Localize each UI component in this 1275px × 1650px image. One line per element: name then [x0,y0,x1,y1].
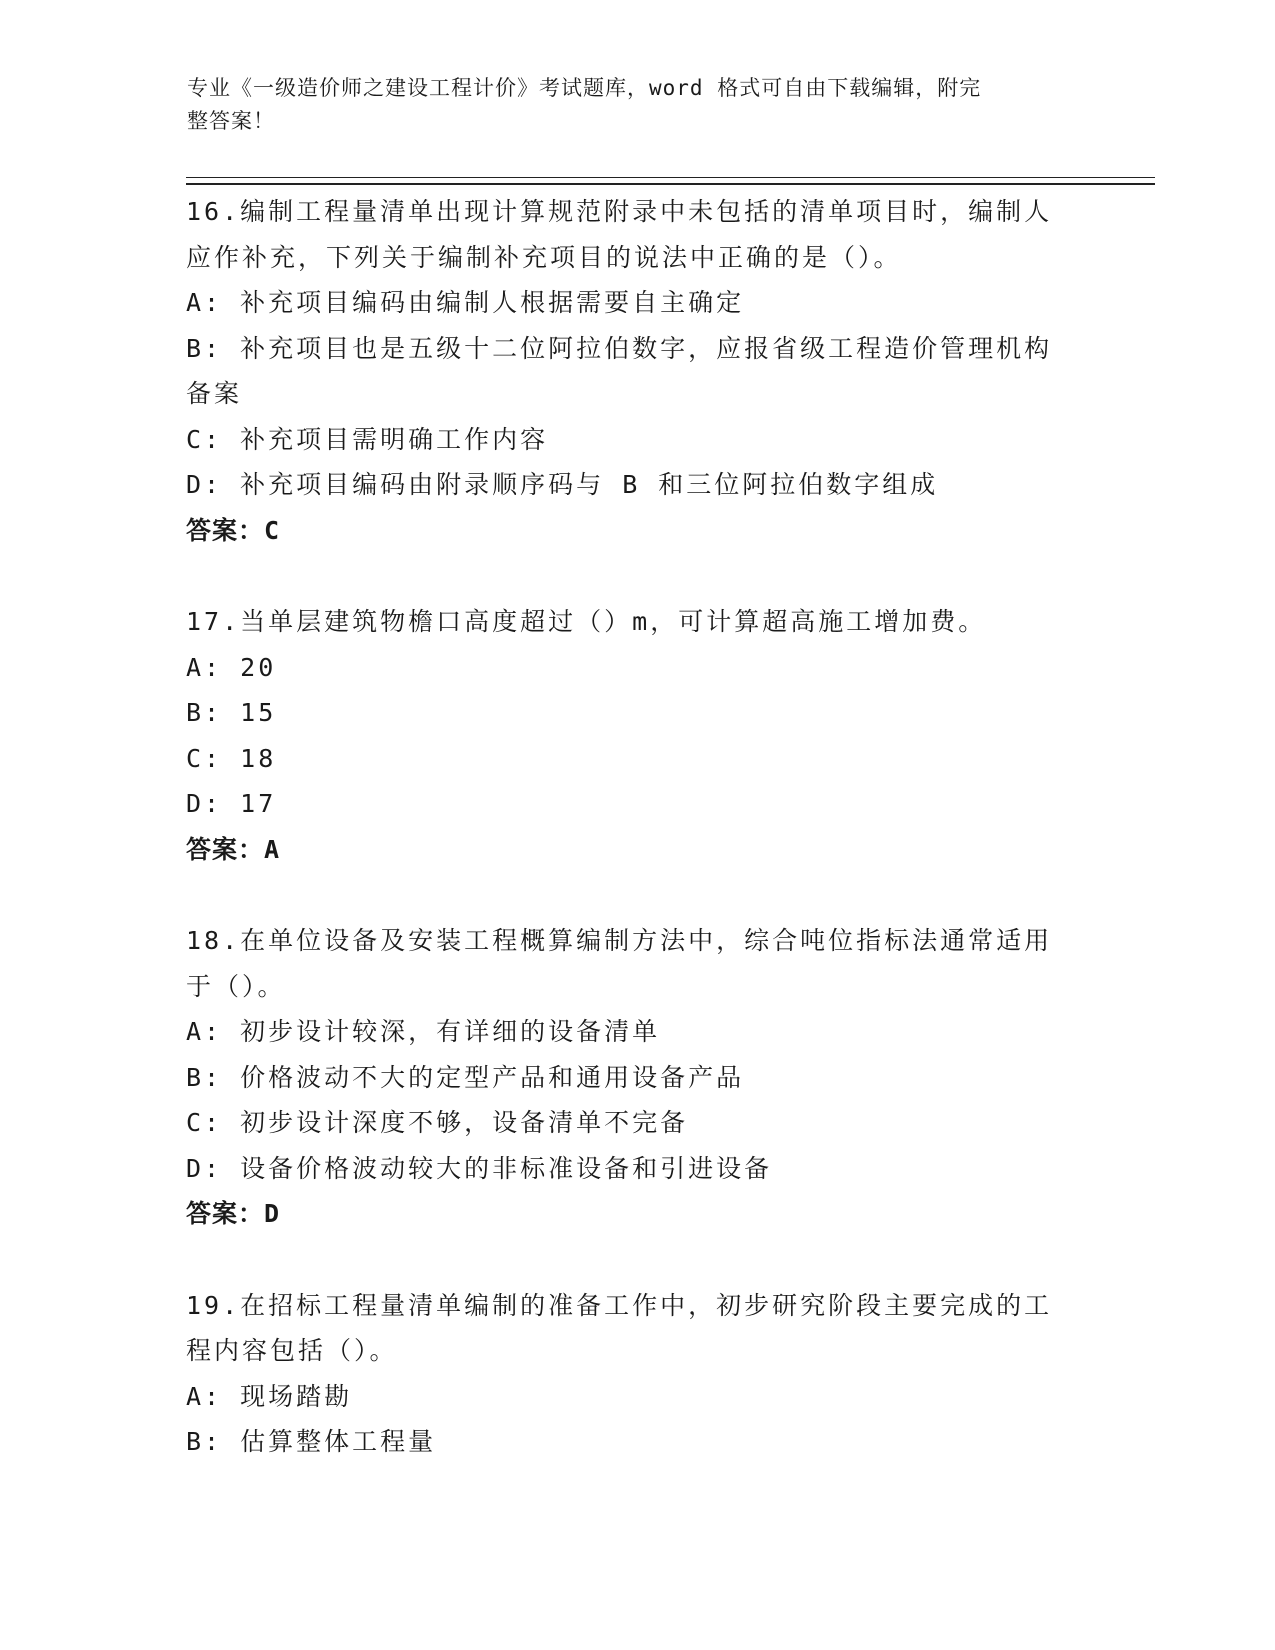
question-19 [186,1283,1086,1465]
header-line-1: 专业《一级造价师之建设工程计价》考试题库，word 格式可自由下载编辑，附完 [187,76,982,100]
header-rule-thin [186,177,1155,178]
question-18 [186,918,1086,1237]
header-line-2: 整答案！ [187,109,275,133]
page-header [187,72,1067,138]
option-d: D: 17 [186,789,277,818]
question-17 [186,599,1086,872]
option-c: C: 补充项目需明确工作内容 [186,424,549,454]
option-a: A: 现场踏勘 [186,1381,353,1411]
question-stem: 18.在单位设备及安装工程概算编制方法中，综合吨位指标法通常适用 [186,926,1053,955]
question-stem-cont: 程内容包括（）。 [186,1336,398,1365]
answer: 答案：D [186,1199,281,1228]
option-a: A: 初步设计较深，有详细的设备清单 [186,1017,661,1046]
option-c: C: 初步设计深度不够，设备清单不完备 [186,1108,689,1137]
option-a: A: 补充项目编码由编制人根据需要自主确定 [186,288,745,317]
option-b-cont: 备案 [186,379,243,408]
option-b: B: 补充项目也是五级十二位阿拉伯数字，应报省级工程造价管理机构 [186,333,1053,363]
answer: 答案：A [186,834,281,864]
question-16 [186,189,1086,553]
question-stem: 19.在招标工程量清单编制的准备工作中，初步研究阶段主要完成的工 [186,1290,1053,1320]
option-d: D: 补充项目编码由附录顺序码与 B 和三位阿拉伯数字组成 [186,470,939,499]
question-stem: 16.编制工程量清单出现计算规范附录中未包括的清单项目时，编制人 [186,197,1053,226]
option-b: B: 价格波动不大的定型产品和通用设备产品 [186,1062,745,1092]
option-d: D: 设备价格波动较大的非标准设备和引进设备 [186,1153,773,1183]
question-list [186,189,1086,1465]
question-stem-cont: 应作补充，下列关于编制补充项目的说法中正确的是（）。 [186,242,902,272]
option-b: B: 15 [186,698,277,727]
question-stem: 17.当单层建筑物檐口高度超过（）m，可计算超高施工增加费。 [186,607,987,636]
option-c: C: 18 [186,743,277,773]
option-a: A: 20 [186,652,277,682]
question-stem-cont: 于（）。 [186,971,286,1001]
header-rule-thick [186,183,1155,185]
answer: 答案：C [186,515,281,545]
option-b: B: 估算整体工程量 [186,1427,437,1456]
